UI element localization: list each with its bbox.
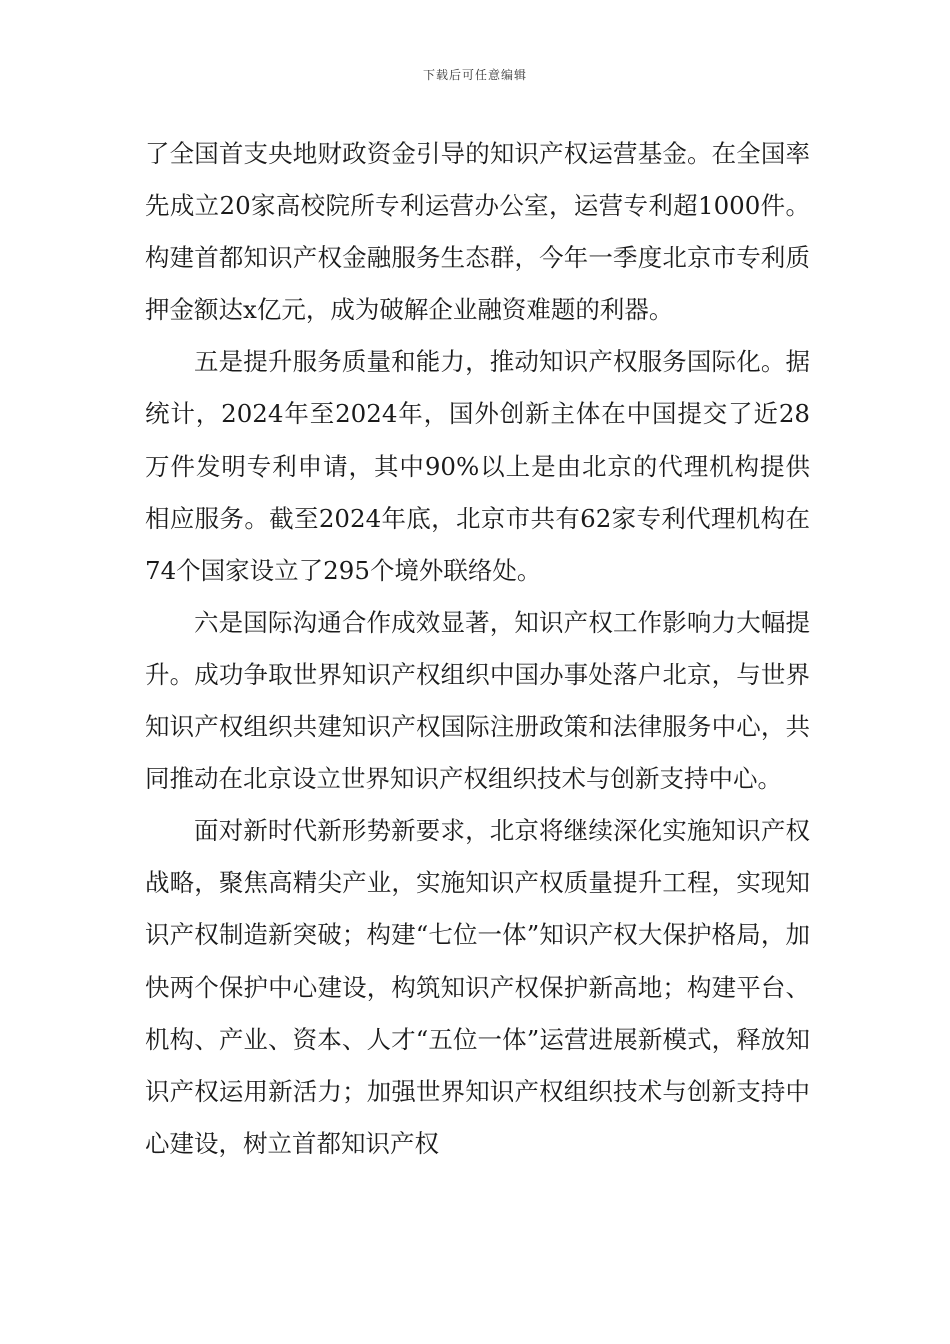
document-body (145, 128, 810, 1170)
paragraph-international-cooperation: 六是国际沟通合作成效显著，知识产权工作影响力大幅提升。成功争取世界知识产权组织中国办事处落户北京，与世界知识产权组织共建知识产权国际注册政策和法律服务中心，共同推动在北京设立世界知识产权组织技术与创新支持中心。 (145, 607, 810, 794)
paragraph-future-plan: 面对新时代新形势新要求，北京将继续深化实施知识产权战略，聚焦高精尖产业，实施知识产权质量提升工程，实现知识产权制造新突破；构建“七位一体”知识产权大保护格局，加快两个保护中心建设，构筑知识产权保护新高地；构建平台、机构、产业、资本、人才“五位一体”运营进展新模式，释放知识产权运用新活力；加强世界知识产权组织技术与创新支持中心建设，树立首都知识产权 (145, 816, 810, 1158)
paragraph-service-internationalization: 五是提升服务质量和能力，推动知识产权服务国际化。据统计，2024年至2024年，国外创新主体在中国提交了近28万件发明专利申请，其中90%以上是由北京的代理机构提供相应服务。截至2024年底，北京市共有62家专利代理机构在74个国家设立了295个境外联络处。 (145, 347, 810, 585)
paragraph-continued: 了全国首支央地财政资金引导的知识产权运营基金。在全国率先成立20家高校院所专利运营办公室，运营专利超1000件。构建首都知识产权金融服务生态群，今年一季度北京市专利质押金额达x亿元，成为破解企业融资难题的利器。 (145, 139, 810, 325)
page-header-note: 下载后可任意编辑 (422, 68, 527, 82)
